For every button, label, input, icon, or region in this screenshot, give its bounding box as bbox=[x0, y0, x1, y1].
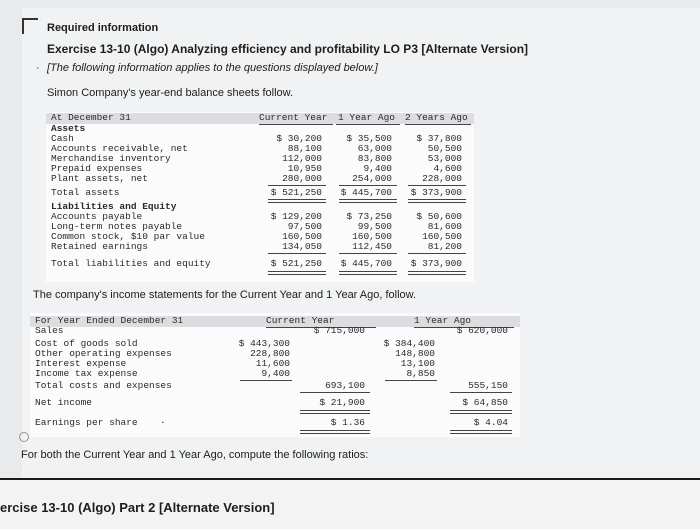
col-1-year-ago: 1 Year Ago bbox=[414, 315, 472, 326]
total-double-rule bbox=[268, 199, 326, 203]
cell: 11,600 bbox=[255, 358, 290, 369]
cell: 50,500 bbox=[427, 143, 462, 154]
cell: 160,500 bbox=[422, 231, 462, 242]
cell: 160,500 bbox=[282, 231, 322, 242]
cell: $ 35,500 bbox=[346, 133, 392, 144]
cell: 112,450 bbox=[352, 241, 392, 252]
total-costs-prior: 555,150 bbox=[468, 380, 508, 391]
assets-heading: Assets bbox=[51, 123, 86, 134]
cell: 228,800 bbox=[250, 348, 290, 359]
total-double-rule bbox=[300, 410, 370, 414]
col-2-years-ago: 2 Years Ago bbox=[405, 112, 468, 123]
total-double-rule bbox=[339, 199, 397, 203]
liabilities-heading: Liabilities and Equity bbox=[51, 201, 177, 212]
net-income-prior: $ 64,850 bbox=[462, 397, 508, 408]
total-double-rule bbox=[408, 271, 466, 275]
total-le-1-year-ago: $ 445,700 bbox=[340, 258, 392, 269]
header-underline bbox=[405, 124, 471, 125]
row-label: Cost of goods sold bbox=[35, 338, 138, 349]
subtotal-rule bbox=[408, 253, 466, 254]
sales-prior: $ 620,000 bbox=[456, 325, 508, 336]
info-note: [The following information applies to the questions displayed below.] bbox=[47, 62, 378, 74]
total-costs-current: 693,100 bbox=[325, 380, 365, 391]
total-assets-1-year-ago: $ 445,700 bbox=[340, 187, 392, 198]
row-label: Merchandise inventory bbox=[51, 153, 171, 164]
required-information-label: Required information bbox=[47, 22, 159, 34]
total-assets-2-years-ago: $ 373,900 bbox=[410, 187, 462, 198]
cell: 254,000 bbox=[352, 173, 392, 184]
subtotal-rule bbox=[339, 185, 397, 186]
subtotal-rule bbox=[408, 185, 466, 186]
cell: 134,050 bbox=[282, 241, 322, 252]
income-statement-intro: The company's income statements for the Current Year and 1 Year Ago, follow. bbox=[33, 289, 417, 301]
dot-mark: · bbox=[160, 417, 166, 428]
cell: 97,500 bbox=[287, 221, 322, 232]
cell: 112,000 bbox=[282, 153, 322, 164]
sales-label: Sales bbox=[35, 325, 64, 336]
radio-circle-icon bbox=[19, 432, 29, 442]
cell: 8,850 bbox=[406, 368, 435, 379]
total-liabilities-equity-label: Total liabilities and equity bbox=[51, 258, 211, 269]
corner-bracket bbox=[22, 18, 38, 34]
cell: $ 30,200 bbox=[276, 133, 322, 144]
cell: 10,950 bbox=[287, 163, 322, 174]
subtotal-rule bbox=[300, 392, 370, 393]
subtotal-rule bbox=[268, 185, 326, 186]
cell: 228,000 bbox=[422, 173, 462, 184]
total-assets-current: $ 521,250 bbox=[270, 187, 322, 198]
cell: $ 384,400 bbox=[383, 338, 435, 349]
cell: 81,200 bbox=[427, 241, 462, 252]
eps-prior: $ 4.04 bbox=[473, 417, 508, 428]
cell: 148,800 bbox=[395, 348, 435, 359]
total-le-current: $ 521,250 bbox=[270, 258, 322, 269]
total-costs-label: Total costs and expenses bbox=[35, 380, 172, 391]
balance-sheet-header-label: At December 31 bbox=[51, 112, 131, 123]
eps-label: Earnings per share bbox=[35, 417, 138, 428]
cell: 83,800 bbox=[357, 153, 392, 164]
bullet-icon: · bbox=[36, 62, 40, 74]
row-label: Retained earnings bbox=[51, 241, 148, 252]
row-label: Plant assets, net bbox=[51, 173, 148, 184]
cell: 63,000 bbox=[357, 143, 392, 154]
col-current-year: Current Year bbox=[266, 315, 335, 326]
row-label: Accounts payable bbox=[51, 211, 143, 222]
total-double-rule bbox=[450, 430, 512, 434]
subtotal-rule bbox=[339, 253, 397, 254]
subtotal-rule bbox=[268, 253, 326, 254]
cell: $ 129,200 bbox=[270, 211, 322, 222]
cell: 88,100 bbox=[287, 143, 322, 154]
cell: 13,100 bbox=[400, 358, 435, 369]
net-income-current: $ 21,900 bbox=[319, 397, 365, 408]
row-label: Other operating expenses bbox=[35, 348, 172, 359]
cell: 9,400 bbox=[261, 368, 290, 379]
subtotal-rule bbox=[240, 380, 292, 381]
cell: $ 443,300 bbox=[238, 338, 290, 349]
cell: 53,000 bbox=[427, 153, 462, 164]
sales-current: $ 715,000 bbox=[313, 325, 365, 336]
eps-current: $ 1.36 bbox=[330, 417, 365, 428]
total-double-rule bbox=[300, 430, 370, 434]
col-current-year: Current Year bbox=[259, 112, 328, 123]
income-header-label: For Year Ended December 31 bbox=[35, 315, 184, 326]
income-statement-table bbox=[30, 313, 520, 437]
footer-part-title: ercise 13-10 (Algo) Part 2 [Alternate Version] bbox=[0, 500, 275, 515]
cell: $ 37,800 bbox=[416, 133, 462, 144]
cell: $ 50,600 bbox=[416, 211, 462, 222]
exercise-title: Exercise 13-10 (Algo) Analyzing efficiency and profitability LO P3 [Alternate Version] bbox=[47, 42, 529, 56]
instruction-text: For both the Current Year and 1 Year Ago, compute the following ratios: bbox=[21, 449, 369, 461]
total-double-rule bbox=[268, 271, 326, 275]
cell: 160,500 bbox=[352, 231, 392, 242]
balance-sheet-table bbox=[46, 112, 474, 282]
cell: $ 73,250 bbox=[346, 211, 392, 222]
header-underline bbox=[336, 124, 400, 125]
subtotal-rule bbox=[385, 380, 437, 381]
header-underline bbox=[259, 124, 333, 125]
cell: 4,600 bbox=[433, 163, 462, 174]
row-label: Cash bbox=[51, 133, 74, 144]
cell: 9,400 bbox=[363, 163, 392, 174]
col-1-year-ago: 1 Year Ago bbox=[338, 112, 396, 123]
total-double-rule bbox=[450, 410, 512, 414]
row-label: Interest expense bbox=[35, 358, 127, 369]
cell: 280,000 bbox=[282, 173, 322, 184]
row-label: Long-term notes payable bbox=[51, 221, 183, 232]
cell: 81,600 bbox=[427, 221, 462, 232]
row-label: Prepaid expenses bbox=[51, 163, 143, 174]
footer-bar bbox=[0, 478, 700, 529]
total-le-2-years-ago: $ 373,900 bbox=[410, 258, 462, 269]
total-double-rule bbox=[339, 271, 397, 275]
subtotal-rule bbox=[450, 392, 512, 393]
row-label: Income tax expense bbox=[35, 368, 138, 379]
cell: 99,500 bbox=[357, 221, 392, 232]
total-double-rule bbox=[408, 199, 466, 203]
balance-sheet-intro: Simon Company's year-end balance sheets follow. bbox=[47, 87, 294, 99]
row-label: Common stock, $10 par value bbox=[51, 231, 205, 242]
net-income-label: Net income bbox=[35, 397, 93, 408]
row-label: Accounts receivable, net bbox=[51, 143, 188, 154]
total-assets-label: Total assets bbox=[51, 187, 120, 198]
